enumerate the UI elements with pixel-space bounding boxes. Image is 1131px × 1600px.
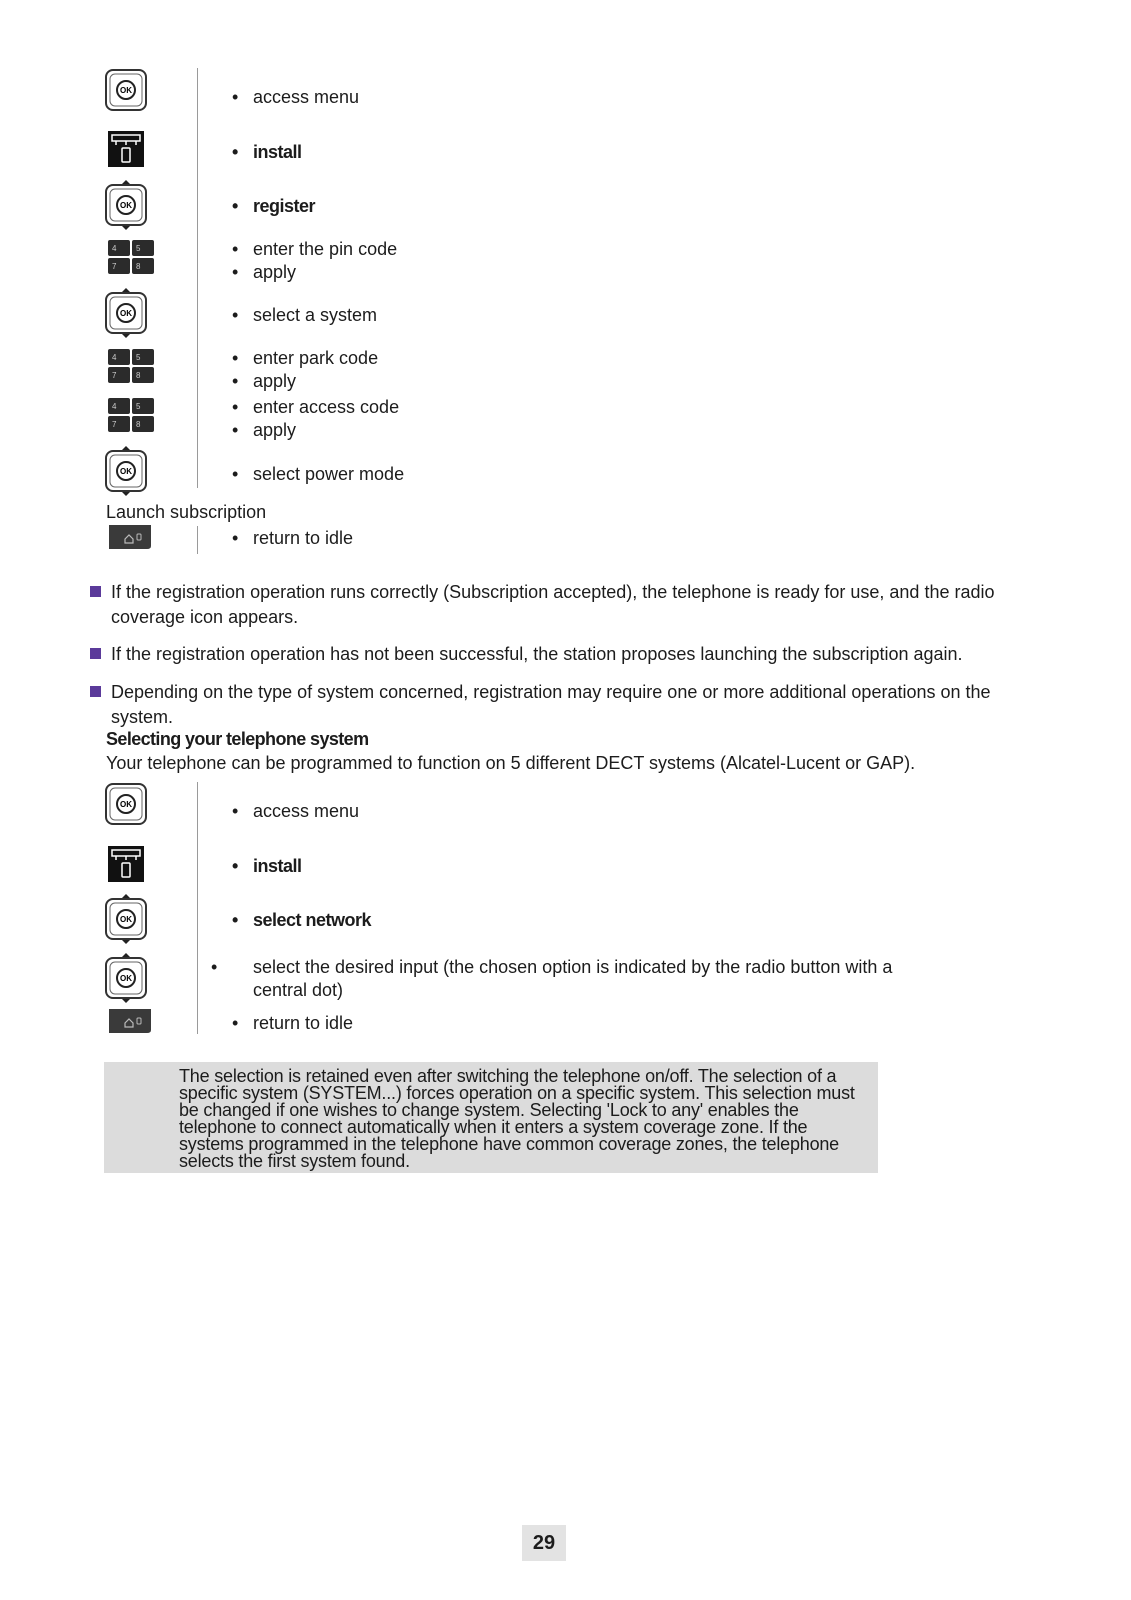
ok-navigator-icon [104, 288, 148, 338]
ok-navigator-icon [104, 446, 148, 496]
hang-up-key-icon [107, 1008, 153, 1034]
step-access-menu: • access menu [232, 87, 360, 107]
step-return-to-idle: • return to idle [232, 1013, 354, 1033]
ok-navigator-icon [104, 180, 148, 230]
section-heading: Selecting your telephone system [106, 729, 369, 749]
info-box [104, 1062, 878, 1173]
svg-text:8: 8 [136, 262, 141, 271]
svg-text:4: 4 [112, 353, 117, 362]
step-select-network: • select network [232, 910, 372, 930]
step-select-power-mode: • select power mode [232, 464, 405, 484]
step-select-desired-input: • select the desired input (the chosen option is indicated by the radio button with a central dot) [211, 957, 893, 1000]
step-install: • install [232, 856, 302, 876]
svg-text:8: 8 [136, 420, 141, 429]
step-enter-pin-code: • enter the pin code [232, 239, 398, 259]
step-apply: • apply [232, 371, 297, 391]
hang-up-key-icon [107, 524, 153, 550]
keypad-icon [108, 398, 154, 432]
svg-text:5: 5 [136, 402, 141, 411]
divider-line [197, 526, 198, 554]
svg-text:OK: OK [120, 800, 132, 809]
svg-text:8: 8 [136, 371, 141, 380]
svg-text:OK: OK [120, 915, 132, 924]
bullet-square-icon [90, 648, 101, 659]
ok-navigator-icon [104, 953, 148, 1003]
bullet-square-icon [90, 586, 101, 597]
note-registration-failed: If the registration operation has not been successful, the station proposes launching the subscription again. [90, 642, 1050, 667]
install-menu-icon [108, 846, 144, 882]
svg-text:OK: OK [120, 86, 132, 95]
ok-navigator-icon [104, 894, 148, 944]
svg-text:4: 4 [112, 402, 117, 411]
step-enter-park-code: • enter park code [232, 348, 379, 368]
step-apply: • apply [232, 262, 297, 282]
keypad-icon [108, 349, 154, 383]
step-access-menu: • access menu [232, 801, 360, 821]
step-apply: • apply [232, 420, 297, 440]
svg-text:7: 7 [112, 262, 117, 271]
step-register: • register [232, 196, 316, 216]
bullet-square-icon [90, 686, 101, 697]
svg-text:5: 5 [136, 353, 141, 362]
info-box-text: The selection is retained even after switching the telephone on/off. The selection of a specific system (SYSTEM...) forces operation on a specific system. This selection must be changed if one wishes to change system. Selecting 'Lock to any' enables the telephone to connect automatically when it enters a system coverage zone. If the systems programmed in the telephone have common coverage zones, the telephone selects the first system found. [179, 1066, 855, 1171]
keypad-icon [108, 240, 154, 274]
note-registration-success: If the registration operation runs correctly (Subscription accepted), the telephone is ready for use, and the radio coverage icon appears. [90, 580, 1050, 630]
step-enter-access-code: • enter access code [232, 397, 400, 417]
ok-button-icon [104, 68, 148, 112]
svg-text:OK: OK [120, 467, 132, 476]
launch-subscription-label: Launch subscription [106, 502, 267, 522]
svg-text:7: 7 [112, 371, 117, 380]
svg-text:OK: OK [120, 309, 132, 318]
step-install: • install [232, 142, 302, 162]
install-menu-icon [108, 131, 144, 167]
svg-text:5: 5 [136, 244, 141, 253]
svg-text:OK: OK [120, 201, 132, 210]
step-return-to-idle: • return to idle [232, 528, 354, 548]
svg-text:OK: OK [120, 974, 132, 983]
section-intro: Your telephone can be programmed to function on 5 different DECT systems (Alcatel-Lucent or GAP). [106, 753, 916, 773]
ok-button-icon [104, 782, 148, 826]
divider-line [197, 782, 198, 1034]
svg-text:4: 4 [112, 244, 117, 253]
svg-text:7: 7 [112, 420, 117, 429]
page-number: 29 [522, 1525, 566, 1561]
note-additional-operations: Depending on the type of system concerned, registration may require one or more additional operations on the system. [90, 680, 1050, 730]
divider-line [197, 68, 198, 488]
step-select-system: • select a system [232, 305, 378, 325]
